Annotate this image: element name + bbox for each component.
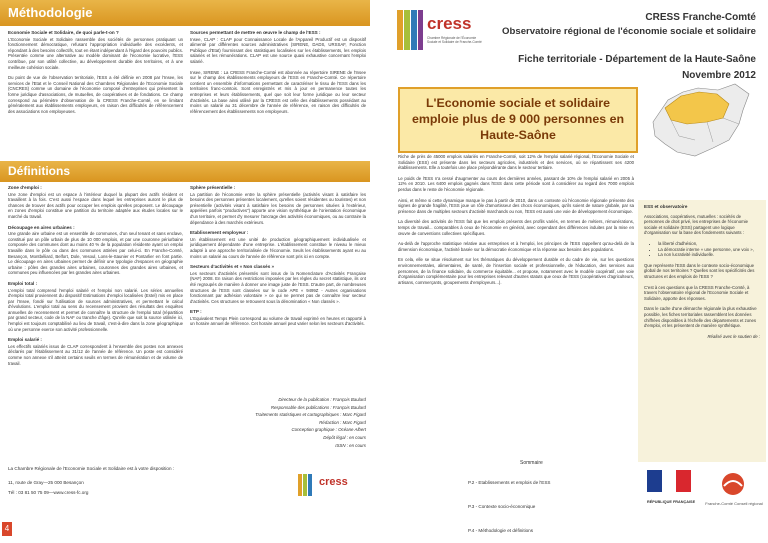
methodologie-title: Méthodologie [8,5,93,20]
credit-line: Responsable des publications : François Baulard [270,404,366,410]
definitions-left [8,185,183,455]
aires-text: Une grande aire urbaine est un ensemble de communes, d'un seul tenant et sans enclave, constitué par un pôle urbain de plus de 10 000 emplois, et par une couronne périurbaine composée des communes dont au moins 40 % de la population résidente ayant un emploi travaille dans le pôle ou dans des communes attirées par celui-ci. En Franche-Comté, Besançon, Montbéliard, Belfort, Dole, Vesoul, Lons-le-Saunier et Pontarlier en font partie. Le découpage en aires urbaines permet de définir une typologie d'espaces en géographie urbaine : pôles des grandes aires urbaines, couronnes des grandes aires urbaines, et communes peu influencées par les grandes aires urbaines. [8,231,183,276]
sommaire-item[interactable]: P.3 - Contexte socio-économique [468,504,536,509]
region-council-label: Franche-Comté Conseil régional [705,501,763,506]
definitions-right [190,185,366,385]
credit-line: Directeur de la publication : François Baulard [278,397,366,402]
emploi-text: L'emploi total comprend l'emploi salarié et l'emploi non salarié. Les séries annuelles d'emploi total proviennent du dispositif Estimations d'emploi localisées (Estel) mis en place par l'Insee, fondé sur l'utilisation de sources administratives, et permettant le calcul d'évolutions. L'emploi total au sens du recensement provient des résultats des enquêtes annuelles de recensement et permet de connaître la structure de l'emploi total (répartition par grand secteur, code de la NAF ou tranche d'âge). Qu'elle que soit la source utilisée ici, l'emploi est toujours comptabilisé au lieu de travail, c'est-à-dire dans la zone géographique où une personne exerce son activité professionnelle. [8,287,183,332]
methodo-left-p2: Du point de vue de l'observation territoriale, l'ESS a été définie en 2008 par l'Insee, les services de l'Etat et le Conseil National des Chambres Régionales de l'Economie Sociale (CNCRES) comme un domaine de l'économie composé d'entreprises qui présentent la forme juridique d'associations, de mutuelles, de coopératives et de fondations. Ce champ correspond au périmètre d'observation de la CRESS Franche-Comté, en se limitant généralement aux établissements employeurs, en raison des difficultés de référencement des associations non employeuses. [8,75,183,114]
methodo-mid-p1: Insee, CLAP : CLAP pour Connaissance Locale de l'Appareil Productif est un dispositif alimenté par différentes sources administratives (SIRENE, DADS, URSSAF, Fonction Publique d'Etat) fournissant des statistiques localisées sur les établissements, les emplois salariés et les rémunérations. CLAP est une source quasi exhaustive concernant l'emploi salarié. [190,36,366,64]
region-map [643,82,755,160]
main-title: L'Economie sociale et solidaire emploie plus de 9 000 personnes en Haute-Saône [411,96,625,142]
observatoire-title: Observatoire régional de l'économie sociale et solidaire [502,26,756,37]
methodo-mid-heading: Sources permettant de mettre en œuvre le champ de l'ESS : [190,30,321,35]
republique-label: RÉPUBLIQUE FRANÇAISE [647,500,696,504]
cress-name: CRESS Franche-Comté [645,12,756,23]
credit-line: Dépôt légal : en cours [323,434,366,440]
cress-logo [397,10,487,62]
salarie-text: Les effectifs salariés issus de CLAP correspondent à l'ensemble des postes non annexes déclarés par l'établissement au 31/12 de l'année de référence. Un poste est considéré comme non annexe s'il atteint certains seuils en termes de rémunération et de volume de travail. [8,343,183,366]
region-council-icon [718,472,748,496]
secteurs-heading: Secteurs d'activités et « Non classés » [190,264,275,270]
side-p2: Que représente l'ESS dans le contexte socio-économique global de nos territoires ? Quelles sont les spécificités des structures et des emplois de l'ESS ? [644,262,755,279]
credit-line: Rédaction : Marc Figard [319,419,366,425]
methodo-left-p1: L'Economie Sociale et Solidaire rassemble des sociétés de personnes pratiquant un fonctionnement démocratique, refusant l'appropriation individuelle des excédents, et répondant à des besoins collectifs, tout en étant indépendant à l'égard des pouvoirs publics. Présentée comme une alternative au modèle dominant de l'économie lucrative, l'ESS contribue, par son utilité collective, au développement durable des territoires, et à une meilleure cohésion sociale. [8,36,183,70]
side-p4: Dans le cadre d'une démarche régionale la plus exhaustive possible, les fiches territoriales rassemblent les données chiffrées disponibles à l'échelle des départements et zones d'emploi, et les présentent de manière synthétique. [644,306,757,329]
credit-line: Conception graphique : Océane Albert [291,427,366,433]
methodo-left-heading: Economie Sociale et Solidaire, de quoi parle-t-on ? [8,30,119,35]
side-p1: Associations, coopératives, mutuelles : sociétés de personnes de droit privé, les entreprises de l'économie sociale et solidaire (ESS) partagent une logique d'organisation sur la base des fondements suivants : [644,213,749,236]
credit-line: Traitements statistiques et cartographiques : Marc Figard [255,412,366,418]
etp-text: L'Equivalent Temps Plein correspond au volume de travail exprimé en heures et rapporté à un horaire annuel de référence. Cet horaire annuel peut varier selon les secteurs d'activités. [190,315,366,327]
soutien-label: Réalisé avec le soutien de : [707,333,760,339]
zone-heading: Zone d'emploi : [8,185,42,190]
republique-logo [647,470,697,518]
aires-heading: Découpage en aires urbaines : [8,224,75,230]
methodologie-banner [0,0,370,26]
intro-p2: Le poids de l'ESS n'a cessé d'augmenter au cours des dernières années, passant de 10% de l'emploi salarié en 2005 à 12% en 2010. Les 6400 emplois gagnés dans l'ESS dans cette période sont à considérer au regard des 7000 emplois perdus dans le reste de l'économie régionale. [398,175,634,192]
credits [240,396,366,449]
cress-logo-small [298,474,368,500]
definitions-title: Définitions [8,164,70,178]
etab-text: Un établissement est une unité de production géographiquement individualisée et juridiquement dépendante d'une entreprise. L'établissement constitue le niveau le mieux adapté à une approche territorialisée de l'économie. Seuls les établissements ayant eu au moins un salarié au cours de l'année de référence sont pris ici en compte. [190,236,366,259]
logo-text: cress [427,14,472,33]
logo-mark-icon [397,10,423,50]
sommaire-item[interactable]: P.2 - Etablissements et emplois de l'ESS [468,480,551,485]
sommaire-title: Sommaire [520,460,543,466]
methodo-mid [190,30,366,160]
ess-observatoire-box [638,200,766,462]
etab-heading: Etablissement employeur : [190,230,249,236]
definitions-banner [0,161,370,182]
region-council-logo [704,472,764,516]
sommaire-item[interactable]: P.4 - Méthodologie et définitions [468,528,534,533]
logo-text-small: cress [319,476,348,488]
intro-p1: Riche de près de 45000 emplois salariés en Franche-Comté, soit 12% de l'emploi salarié régional, l'Economie Sociale et Solidaire (ESS) est présente dans les secteurs agricoles, industriels et des services, où se répartissent ses 4200 établissements. Elle a toutefois une place prépondérante dans le secteur tertiaire. [398,154,634,171]
list-item: • La non lucrativité individuelle. [658,252,760,258]
intro-p4: La diversité des activités de l'ESS fait que les emplois présents des profils variés, en termes de métiers, rémunérations, temps de travail... comparables à ceux de l'économie en général, avec cependant des différences induites par la mise en œuvre de conventions collectives spécifiques. [398,219,634,236]
date-label: Novembre 2012 [682,70,756,81]
side-title: ESS et observatoire [644,204,688,209]
address-link[interactable]: Tél : 03 81 50 75 09—www.cress-fc.org [8,490,89,495]
logo-mark-icon [298,474,316,496]
list-item: • la liberté d'adhésion, [658,241,760,247]
side-p3: C'est à ces questions que la CRESS Franche-Comté, à travers l'observatoire régional de l'Economie Sociale et Solidaire, apporte des réponses. [644,284,750,301]
intro-p3: Ainsi, et même si cette dynamique marque le pas à partir de 2010, dans un contexte où l'économie régionale présente des signes de grande fragilité, l'ESS joue un rôle d'amortisseur des chocs économiques, qu'ils soient de nature globale, par sa présence dans de multiples secteurs d'activité marchands ou non, l'ESS est aussi une voie de développement économique. [398,197,634,214]
principles-list [644,241,760,258]
main-title-box [398,87,638,153]
flag-icon [647,470,691,492]
methodo-mid-p2: Insee, SIRENE : La CRESS Franche-Comté est abonnée au répertoire SIRENE de l'Insee sur le champ des établissements employeurs de l'ESS en Franche-Comté. Ce répertoire contient un ensemble d'informations permettant de caractériser le tissu de l'ESS dans les territoires franc-comtois. Sont enregistrés et mis à jour en permanence toutes les entreprises et leurs établissements, quel que soit leur forme juridique ou leur secteur d'activités. La base ainsi utilisé par la CRESS est celle des établissements possédant au moins un salarié au 31 décembre de l'année de référence, en raison des difficultés de référencement des établissements non employeurs. [190,69,366,114]
intro-column [398,154,634,454]
logo-subtitle: Chambre Régionale de l'Économie Sociale et Solidaire de Franche-Comté [427,36,482,44]
sommaire-block [400,460,636,540]
etp-heading: ETP : [190,309,202,315]
salarie-heading: Emploi salarié : [8,337,42,343]
emploi-heading: Emploi total : [8,280,38,286]
sphere-text: La partition de l'économie entre la sphère présentielle (activités visant à satisfaire les besoins des personnes présentes localement, qu'elles soient résidentes ou touristes) et non présentielle (activités visant à satisfaire les besoins de personnes situées à l'extérieur, appelées parfois "productives") apporte une vision synthétique de l'orientation économique d'un territoire, et permet d'y mesurer l'ancrage des activités économiques, ou au contraire la dépendance à des marchés extérieurs. [190,191,366,225]
zone-text: Une zone d'emploi est un espace à l'intérieur duquel la plupart des actifs résident et travaillent à la fois. C'est aussi l'espace dans lequel les entreprises auront le plus de chances de trouver des actifs pour occuper les emplois qu'elles proposent. Le découpage en zones d'emploi constitue une partition du territoire adaptée aux études locales sur le marché du travail. [8,191,183,219]
list-item: • La démocratie interne « une personne, une voix », [658,247,760,253]
sphere-heading: Sphère présentielle : [190,185,236,190]
fiche-title: Fiche territoriale - Département de la Haute-Saône [518,54,756,65]
intro-p5: Au-delà de l'approche statistique relative aux entreprises et à l'emploi, les principes de l'ESS rappellent qu'au-delà de la dimension économique, l'activité basée sur la démocratie économique et la réponse aux besoins des populations. [398,241,634,252]
methodo-left [8,30,183,160]
page-number: 4 [2,522,12,536]
credit-line: ISSN : en cours [335,442,366,448]
secteurs-text: Les secteurs d'activités présentés sont issus de la Nomenclature d'Activités Française (NAF) 2008. En raison des restrictions imposées par les règles du secret statistique, ils ont été regroupés de manière à donner une image juste de l'ESS. D'autre part, de nombreuses structures de l'ESS sont classées sur le code APE « 9499Z - Autres organisations fonctionnant par adhésion volontaire » ce qui ne permet pas de connaître leur secteur d'activités. Ces structures se retrouvent sous la dénomination « Non classés ». [190,270,366,304]
address-line: La Chambre Régionale de l'Economie Sociale et Solidaire est à votre disposition : [8,466,175,471]
address-block [8,464,268,498]
address-line: 11, route de Gray—25 000 Besançon [8,480,84,485]
intro-p6: En cela, elle se situe résolument sur les thématiques du développement durable et du cadre de vie, sur les questions environnementales, alimentaires, de santé, de l'insertion sociale et professionnelle, de l'éducation, des services aux personnes, de la finance solidaire, du commerce équitable... et propose, notamment avec le modèle coopératif, une voie d'organisation complémentaire pour les entreprises relevant d'autres statuts que ceux de l'ESS (coopératives d'agriculteurs, artisans, commerçants, groupements d'employeurs...). [398,257,634,285]
